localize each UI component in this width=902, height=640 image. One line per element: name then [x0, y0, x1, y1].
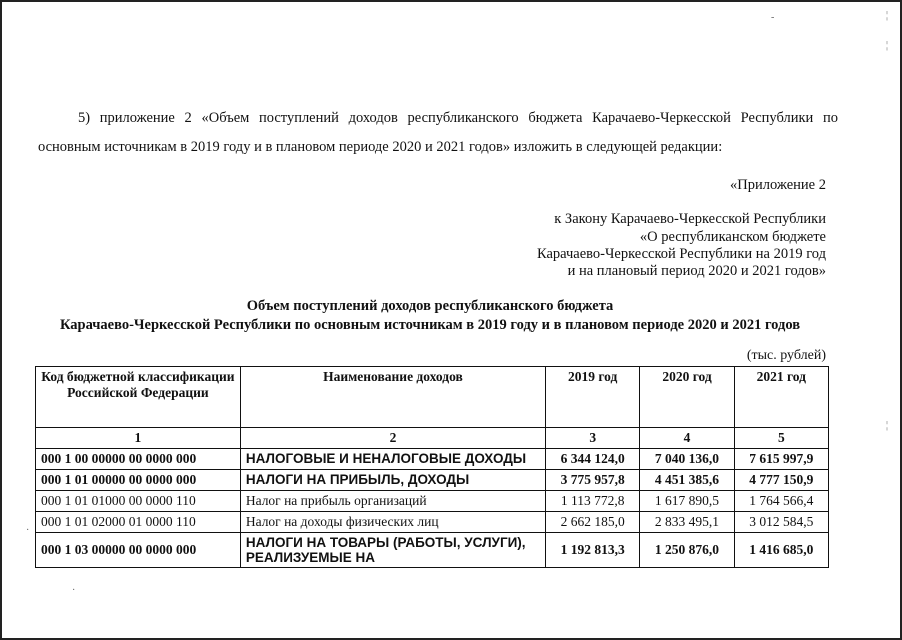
column-number: 1: [36, 428, 241, 449]
row-code: 000 1 01 00000 00 0000 000: [36, 470, 241, 491]
intro-line-1: 5) приложение 2 «Объем поступлений доходов республиканского бюджета Карачаево-Черкесской Республики по: [78, 110, 838, 126]
appendix-line: и на плановый период 2020 и 2021 годов»: [567, 263, 826, 279]
table-row: [36, 470, 829, 491]
scan-speck: ·: [26, 525, 30, 536]
row-name: НАЛОГИ НА ТОВАРЫ (РАБОТЫ, УСЛУГИ), РЕАЛИЗУЕМЫЕ НА: [240, 533, 545, 568]
scan-speck: ·: [72, 585, 76, 596]
scan-speck: -: [771, 12, 775, 23]
row-value-2021: 7 615 997,9: [734, 449, 828, 470]
row-value-2020: 2 833 495,1: [640, 512, 734, 533]
row-value-2019: 1 113 772,8: [546, 491, 640, 512]
row-value-2020: 7 040 136,0: [640, 449, 734, 470]
table-row: [36, 533, 829, 568]
intro-line-2: основным источникам в 2019 году и в плановом периоде 2020 и 2021 годов» изложить в следующей редакции:: [38, 139, 723, 155]
row-value-2021: 1 764 566,4: [734, 491, 828, 512]
header-2019: 2019 год: [546, 367, 640, 428]
scan-speck: ¦: [886, 10, 889, 21]
header-code: Код бюджетной классификации Российской Федерации: [36, 367, 241, 428]
row-value-2020: 4 451 385,6: [640, 470, 734, 491]
scan-speck: ¦: [886, 40, 889, 51]
row-name: НАЛОГОВЫЕ И НЕНАЛОГОВЫЕ ДОХОДЫ: [240, 449, 545, 470]
row-value-2019: 1 192 813,3: [546, 533, 640, 568]
header-2020: 2020 год: [640, 367, 734, 428]
row-name: Налог на прибыль организаций: [240, 491, 545, 512]
table-row: [36, 491, 829, 512]
row-value-2019: 2 662 185,0: [546, 512, 640, 533]
appendix-line: к Закону Карачаево-Черкесской Республики: [554, 211, 826, 227]
row-code: 000 1 03 00000 00 0000 000: [36, 533, 241, 568]
column-number: 4: [640, 428, 734, 449]
row-value-2019: 3 775 957,8: [546, 470, 640, 491]
row-value-2020: 1 617 890,5: [640, 491, 734, 512]
units-label: (тыс. рублей): [746, 348, 826, 363]
document-title-line-1: Объем поступлений доходов республиканского бюджета: [246, 298, 614, 314]
appendix-line: «О республиканском бюджете: [639, 229, 826, 245]
column-number: 3: [546, 428, 640, 449]
table-row: [36, 449, 829, 470]
header-2021: 2021 год: [734, 367, 828, 428]
row-name: НАЛОГИ НА ПРИБЫЛЬ, ДОХОДЫ: [240, 470, 545, 491]
table-row: [36, 512, 829, 533]
intro-paragraph: [38, 104, 838, 162]
column-number: 5: [734, 428, 828, 449]
row-value-2019: 6 344 124,0: [546, 449, 640, 470]
row-name: Налог на доходы физических лиц: [240, 512, 545, 533]
row-value-2021: 3 012 584,5: [734, 512, 828, 533]
header-name: Наименование доходов: [240, 367, 545, 428]
scan-speck: ¦: [886, 420, 889, 431]
column-number: 2: [240, 428, 545, 449]
row-value-2021: 4 777 150,9: [734, 470, 828, 491]
revenue-table: [35, 366, 829, 568]
document-title-line-2: Карачаево-Черкесской Республики по основным источникам в 2019 году и в плановом периоде 2020 и 2021 годов: [59, 317, 801, 333]
row-code: 000 1 00 00000 00 0000 000: [36, 449, 241, 470]
row-value-2020: 1 250 876,0: [640, 533, 734, 568]
scan-edge-line: [0, 0, 902, 2]
appendix-line: Карачаево-Черкесской Республики на 2019 год: [536, 246, 826, 262]
column-number-row: [36, 428, 829, 449]
row-value-2021: 1 416 685,0: [734, 533, 828, 568]
appendix-heading: «Приложение 2: [730, 177, 826, 193]
row-code: 000 1 01 02000 01 0000 110: [36, 512, 241, 533]
row-code: 000 1 01 01000 00 0000 110: [36, 491, 241, 512]
table-header-row: [36, 367, 829, 428]
